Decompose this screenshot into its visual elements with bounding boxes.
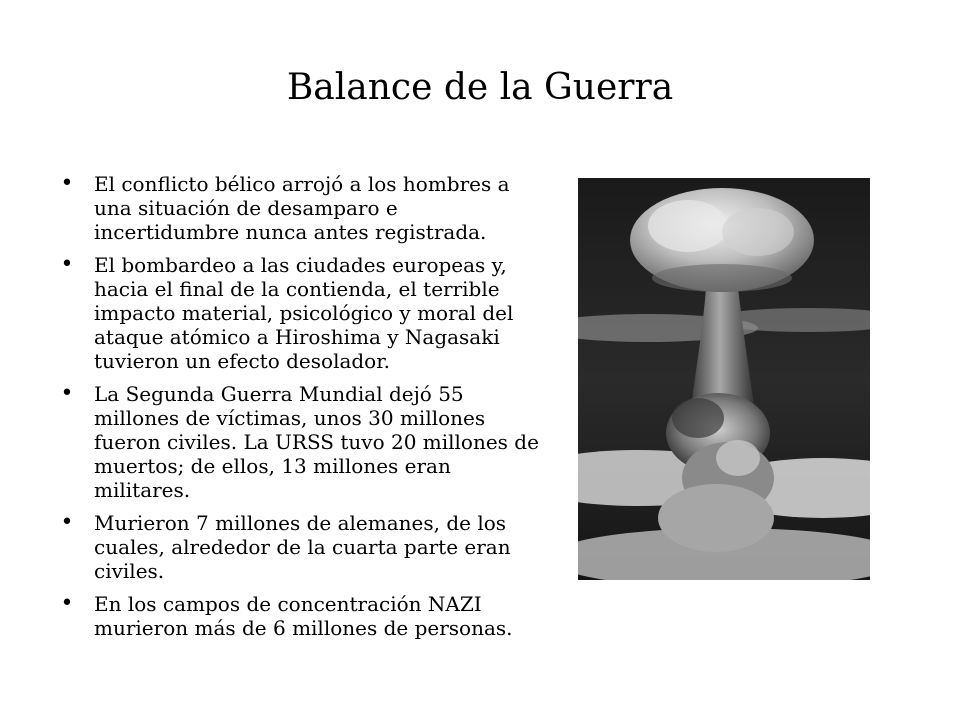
cloud-base	[658, 484, 774, 552]
smoke-shadow	[672, 398, 724, 438]
slide-title: Balance de la Guerra	[286, 67, 674, 108]
mushroom-cloud-photo	[578, 178, 870, 580]
bullet-text: La Segunda Guerra Mundial dejó 55 millones de víctimas, unos 30 millones fueron civiles. La URSS tuvo 20 millones de muertos; de ellos, 13 millones eran militares.	[94, 382, 539, 502]
bullet-marker: •	[60, 591, 74, 616]
cap-highlight	[648, 200, 728, 252]
bullet-text: En los campos de concentración NAZI murieron más de 6 millones de personas.	[94, 592, 513, 640]
bullet-marker: •	[60, 171, 74, 196]
cap-highlight	[722, 208, 794, 256]
bullet-item	[58, 511, 544, 583]
bullet-marker: •	[60, 510, 74, 535]
bullet-item	[58, 592, 544, 640]
smoke-highlight	[716, 440, 760, 476]
bullet-list	[58, 172, 544, 649]
bullet-text: El conflicto bélico arrojó a los hombres a una situación de desamparo e incertidumbre nunca antes registrada.	[94, 172, 510, 244]
mushroom-cloud-illustration	[578, 178, 870, 580]
bullet-text: El bombardeo a las ciudades europeas y, hacia el final de la contienda, el terrible impacto material, psicológico y moral del ataque atómico a Hiroshima y Nagasaki tuvieron un efecto desolador.	[94, 253, 514, 373]
bullet-text: Murieron 7 millones de alemanes, de los cuales, alrededor de la cuarta parte eran civiles.	[94, 511, 511, 583]
bullet-marker: •	[60, 381, 74, 406]
bullet-item	[58, 172, 544, 244]
bullet-marker: •	[60, 252, 74, 277]
bullet-item	[58, 382, 544, 502]
cap-shadow	[652, 264, 792, 292]
bullet-item	[58, 253, 544, 373]
